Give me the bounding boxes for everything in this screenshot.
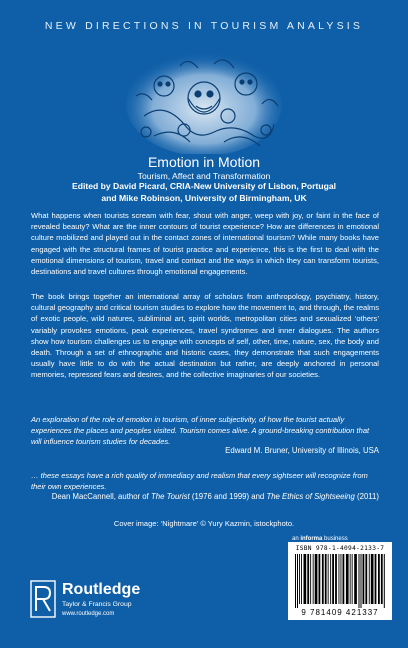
informa-suffix: business bbox=[322, 536, 348, 542]
barcode-bar bbox=[299, 554, 300, 604]
cover-artwork bbox=[124, 46, 284, 154]
book-title: Emotion in Motion bbox=[147, 154, 261, 170]
barcode-bar bbox=[384, 554, 385, 608]
barcode-icon bbox=[293, 554, 387, 608]
attribution-2-prefix: Dean MacCannell, author of bbox=[51, 492, 151, 501]
blurb-paragraph-2: The book brings together an international array of scholars from anthropology, psychiatry, history, cultural geography and critical tourism studies to explore how the movement to, and through, the realms of exotic people, wild natures, subliminal art, spirit worlds, metropolitan cities and sexualized ‘others’ variably provokes emotions, peak experiences, travel syndromes and inner dialogues. The authors show how tourism challenges us to engage with concepts of self, other, time, nature, sex, the body and death. Through a set of ethnographic and historic cases, they demonstrate that such engagements usually have little to do with the actual destination but rather, are deeply anchored in personal memories, repressed fears and desires, and the collective imaginaries of our societies. bbox=[31, 292, 379, 380]
blurb-paragraph-1: What happens when tourists scream with fear, shout with anger, weep with joy, or faint in the face of revealed beauty? What are the inner contours of tourist experience? How are differences in emotional culture mobilized and played out in the contact zones of international tourism? While many books have engaged with the structural frames of tourist practice and experience, this is the first to deal with the emotional dimensions of tourism, travel and contact and the ways in which they can transform tourists, destinations and travel cultures through emotional engagements. bbox=[31, 211, 379, 277]
barcode-bar bbox=[339, 554, 340, 604]
book-subtitle: Tourism, Affect and Transformation bbox=[137, 171, 271, 181]
publisher-name: Routledge bbox=[62, 581, 141, 598]
barcode-bar bbox=[315, 554, 318, 604]
barcode-bar bbox=[359, 554, 360, 608]
routledge-logo-icon bbox=[30, 580, 56, 618]
attribution-2-mid: (1976 and 1999) and bbox=[189, 492, 267, 501]
editors-line-1: Edited by David Picard, CRIA-New University of Lisbon, Portugal bbox=[71, 181, 337, 191]
editors-line-2: and Mike Robinson, University of Birmingham, UK bbox=[101, 192, 307, 203]
barcode bbox=[293, 554, 387, 608]
barcode-bar bbox=[319, 554, 321, 604]
barcode-bar bbox=[381, 554, 383, 604]
barcode-bar bbox=[304, 554, 307, 604]
barcode-bar bbox=[369, 554, 370, 604]
barcode-bar bbox=[375, 554, 377, 604]
barcode-bar bbox=[350, 554, 351, 604]
barcode-bar bbox=[352, 554, 353, 604]
barcode-bar bbox=[378, 554, 380, 604]
attribution-2-work-1: The Tourist bbox=[150, 492, 190, 501]
barcode-bar bbox=[354, 554, 357, 604]
endorsement-attribution-1: Edward M. Bruner, University of Illinois, USA bbox=[225, 446, 379, 455]
barcode-bar bbox=[297, 554, 298, 608]
barcode-panel bbox=[288, 542, 392, 620]
attribution-2-suffix: (2011) bbox=[354, 492, 379, 501]
barcode-bar bbox=[332, 554, 334, 604]
barcode-bar bbox=[343, 554, 345, 604]
barcode-bar bbox=[335, 554, 337, 604]
barcode-bar bbox=[295, 554, 296, 608]
barcode-bar bbox=[328, 554, 329, 604]
editors-block bbox=[0, 181, 408, 204]
barcode-bar bbox=[310, 554, 311, 604]
barcode-bar bbox=[322, 554, 324, 604]
barcode-number: 9 781409 421337 bbox=[301, 608, 379, 617]
barcode-bar bbox=[330, 554, 331, 604]
barcode-bar bbox=[346, 554, 349, 604]
attribution-2-work-2: The Ethics of Sightseeing bbox=[266, 492, 355, 501]
barcode-bar bbox=[313, 554, 314, 604]
barcode-bar bbox=[325, 554, 327, 604]
barcode-bar bbox=[341, 554, 342, 604]
endorsement-quote-2: … these essays have a rich quality of immediacy and realism that every sightseer will recognize from their own experiences. bbox=[31, 471, 368, 492]
informa-prefix: an bbox=[292, 536, 301, 542]
barcode-bar bbox=[371, 554, 374, 604]
series-title: NEW DIRECTIONS IN TOURISM ANALYSIS bbox=[44, 20, 364, 32]
barcode-bar bbox=[365, 554, 367, 604]
nightmare-illustration-icon bbox=[124, 46, 284, 154]
barcode-bar bbox=[307, 554, 309, 604]
barcode-bar bbox=[363, 554, 365, 604]
barcode-bar bbox=[301, 554, 302, 604]
informa-bold: informa bbox=[300, 536, 323, 542]
publisher-group: Taylor & Francis Group bbox=[62, 601, 132, 608]
endorsement-attribution-2 bbox=[31, 492, 379, 501]
cover-image-credit: Cover image: ‘Nightmare’ © Yury Kazmin, istockphoto. bbox=[113, 519, 295, 528]
routledge-logo bbox=[30, 580, 56, 618]
barcode-bar bbox=[361, 554, 362, 608]
publisher-url[interactable]: www.routledge.com bbox=[62, 611, 115, 617]
isbn-label: ISBN 978-1-4094-2133-7 bbox=[295, 545, 385, 552]
endorsement-quote-1: An exploration of the role of emotion in tourism, of inner subjectivity, of how the tourist actually experiences the places and peoples visited. Tourism comes alive. A ground-breaking contribution that will influence tourism studies for decades. bbox=[31, 415, 370, 447]
